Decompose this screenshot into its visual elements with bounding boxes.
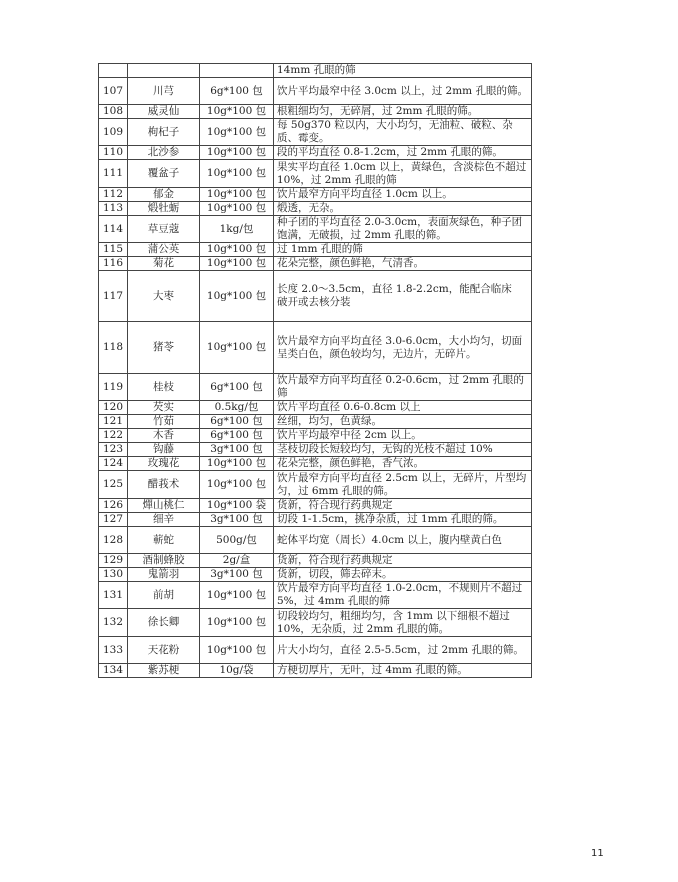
row-number-cell: 116 <box>99 257 128 271</box>
table-row <box>99 146 532 160</box>
herb-name-cell: 蒲公英 <box>128 243 200 257</box>
table-row <box>99 64 532 78</box>
package-spec-cell: 0.5kg/包 <box>200 401 274 415</box>
quality-requirement-cell: 蛇体平均宽（周长）4.0cm 以上，腹内壁黄白色 <box>274 527 532 554</box>
package-spec-cell: 10g*100 包 <box>200 105 274 119</box>
quality-requirement-cell: 饮片平均最窄中径 3.0cm 以上，过 2mm 孔眼的筛。 <box>274 78 532 105</box>
package-spec-cell: 10g*100 包 <box>200 243 274 257</box>
table-row <box>99 429 532 443</box>
herb-name-cell: 竹茹 <box>128 415 200 429</box>
table-row <box>99 513 532 527</box>
table-row <box>99 119 532 146</box>
quality-requirement-cell: 种子团的平均直径 2.0-3.0cm，表面灰绿色，种子团饱满，无破损，过 2mm 孔眼的筛。 <box>274 216 532 243</box>
package-spec-cell: 3g*100 包 <box>200 513 274 527</box>
quality-requirement-cell: 茎枝切段长短较均匀，无钩的光枝不超过 10% <box>274 443 532 457</box>
quality-requirement-cell: 煅透，无杂。 <box>274 202 532 216</box>
row-number-cell: 132 <box>99 609 128 637</box>
row-number-cell: 126 <box>99 499 128 513</box>
table-row <box>99 322 532 374</box>
quality-requirement-cell: 饮片最窄方向平均直径 0.2-0.6cm，过 2mm 孔眼的筛 <box>274 374 532 401</box>
row-number-cell: 127 <box>99 513 128 527</box>
herb-name-cell: 细辛 <box>128 513 200 527</box>
quality-requirement-cell: 片大小均匀，直径 2.5-5.5cm，过 2mm 孔眼的筛。 <box>274 637 532 664</box>
table-row <box>99 374 532 401</box>
row-number-cell: 114 <box>99 216 128 243</box>
herb-name-cell: 紫苏梗 <box>128 664 200 678</box>
herb-name-cell: 前胡 <box>128 582 200 609</box>
herb-name-cell: 菊花 <box>128 257 200 271</box>
quality-requirement-cell: 每 50g370 粒以内，大小均匀，无油粒、破粒、杂质、霉变。 <box>274 119 532 146</box>
row-number-cell: 119 <box>99 374 128 401</box>
package-spec-cell: 10g*100 包 <box>200 637 274 664</box>
herb-name-cell: 玫瑰花 <box>128 457 200 471</box>
package-spec-cell: 3g*100 包 <box>200 443 274 457</box>
specification-table <box>98 63 532 678</box>
package-spec-cell: 10g*100 包 <box>200 188 274 202</box>
herb-name-cell: 桂枝 <box>128 374 200 401</box>
table-row <box>99 202 532 216</box>
herb-name-cell: 天花粉 <box>128 637 200 664</box>
quality-requirement-cell: 货新，符合现行药典规定 <box>274 499 532 513</box>
package-spec-cell: 10g*100 包 <box>200 609 274 637</box>
row-number-cell: 125 <box>99 471 128 499</box>
herb-name-cell: 鬼箭羽 <box>128 568 200 582</box>
package-spec-cell: 10g*100 包 <box>200 457 274 471</box>
row-number-cell: 133 <box>99 637 128 664</box>
quality-requirement-cell: 方梗切厚片，无叶，过 4mm 孔眼的筛。 <box>274 664 532 678</box>
quality-requirement-cell: 饮片最窄方向平均直径 3.0-6.0cm，大小均匀，切面呈类白色，颜色较均匀，无边片，无碎片。 <box>274 322 532 374</box>
herb-name-cell <box>128 64 200 78</box>
quality-requirement-cell: 长度 2.0～3.5cm，直径 1.8-2.2cm，能配合临床 破开或去核分装 <box>274 271 532 322</box>
package-spec-cell: 10g*100 包 <box>200 582 274 609</box>
quality-requirement-cell: 饮片最窄方向平均直径 1.0cm 以上。 <box>274 188 532 202</box>
quality-requirement-cell: 果实平均直径 1.0cm 以上，黄绿色，含淡棕色不超过 10%，过 2mm 孔眼的筛 <box>274 160 532 188</box>
row-number-cell: 118 <box>99 322 128 374</box>
herb-name-cell: 草豆蔻 <box>128 216 200 243</box>
table-row <box>99 216 532 243</box>
table-row <box>99 415 532 429</box>
table-row <box>99 188 532 202</box>
table-row <box>99 471 532 499</box>
quality-requirement-cell: 花朵完整，颜色鲜艳，气清香。 <box>274 257 532 271</box>
herb-name-cell: 枸杞子 <box>128 119 200 146</box>
table-row <box>99 499 532 513</box>
package-spec-cell: 3g*100 包 <box>200 568 274 582</box>
herb-name-cell: 威灵仙 <box>128 105 200 119</box>
table-row <box>99 637 532 664</box>
package-spec-cell <box>200 64 274 78</box>
herb-name-cell: 酒制蜂胶 <box>128 554 200 568</box>
row-number-cell: 130 <box>99 568 128 582</box>
herb-name-cell: 燀山桃仁 <box>128 499 200 513</box>
row-number-cell: 122 <box>99 429 128 443</box>
row-number-cell: 128 <box>99 527 128 554</box>
row-number-cell: 113 <box>99 202 128 216</box>
table-row <box>99 554 532 568</box>
quality-requirement-cell: 货新，切段，筛去碎末。 <box>274 568 532 582</box>
herb-name-cell: 郁金 <box>128 188 200 202</box>
table-body <box>99 64 532 678</box>
table-row <box>99 257 532 271</box>
herb-name-cell: 覆盆子 <box>128 160 200 188</box>
herb-name-cell: 芡实 <box>128 401 200 415</box>
quality-requirement-cell: 过 1mm 孔眼的筛 <box>274 243 532 257</box>
package-spec-cell: 6g*100 包 <box>200 429 274 443</box>
package-spec-cell: 10g*100 包 <box>200 146 274 160</box>
package-spec-cell: 500g/包 <box>200 527 274 554</box>
package-spec-cell: 1kg/包 <box>200 216 274 243</box>
package-spec-cell: 10g*100 包 <box>200 160 274 188</box>
row-number-cell: 134 <box>99 664 128 678</box>
row-number-cell: 124 <box>99 457 128 471</box>
table-row <box>99 443 532 457</box>
table-row <box>99 609 532 637</box>
quality-requirement-cell: 段的平均直径 0.8-1.2cm，过 2mm 孔眼的筛。 <box>274 146 532 160</box>
package-spec-cell: 10g*100 包 <box>200 202 274 216</box>
package-spec-cell: 2g/盒 <box>200 554 274 568</box>
row-number-cell: 112 <box>99 188 128 202</box>
quality-requirement-cell: 饮片最窄方向平均直径 2.5cm 以上，无碎片，片型均匀，过 6mm 孔眼的筛。 <box>274 471 532 499</box>
quality-requirement-cell: 饮片最窄方向平均直径 1.0-2.0cm，不规则片不超过 5%，过 4mm 孔眼的筛 <box>274 582 532 609</box>
herb-name-cell: 木香 <box>128 429 200 443</box>
package-spec-cell: 10g/袋 <box>200 664 274 678</box>
herb-name-cell: 川芎 <box>128 78 200 105</box>
package-spec-cell: 6g*100 包 <box>200 374 274 401</box>
quality-requirement-cell: 切段较均匀，粗细均匀，含 1mm 以下细根不超过 10%，无杂质，过 2mm 孔眼的筛。 <box>274 609 532 637</box>
quality-requirement-cell: 货新，符合现行药典规定 <box>274 554 532 568</box>
quality-requirement-cell: 14mm 孔眼的筛 <box>274 64 532 78</box>
row-number-cell: 115 <box>99 243 128 257</box>
page-number: 11 <box>591 848 604 859</box>
table-row <box>99 105 532 119</box>
row-number-cell: 123 <box>99 443 128 457</box>
table-row <box>99 401 532 415</box>
herb-name-cell: 醋莪术 <box>128 471 200 499</box>
quality-requirement-cell: 饮片平均直径 0.6-0.8cm 以上 <box>274 401 532 415</box>
row-number-cell: 120 <box>99 401 128 415</box>
quality-requirement-cell: 花朵完整，颜色鲜艳，香气浓。 <box>274 457 532 471</box>
herb-name-cell: 煅牡蛎 <box>128 202 200 216</box>
herb-name-cell: 钩藤 <box>128 443 200 457</box>
row-number-cell: 107 <box>99 78 128 105</box>
quality-requirement-cell: 饮片平均最窄中径 2cm 以上。 <box>274 429 532 443</box>
table-row <box>99 78 532 105</box>
table-row <box>99 160 532 188</box>
table-row <box>99 271 532 322</box>
row-number-cell: 111 <box>99 160 128 188</box>
table-row <box>99 582 532 609</box>
table-row <box>99 457 532 471</box>
row-number-cell: 131 <box>99 582 128 609</box>
package-spec-cell: 10g*100 包 <box>200 471 274 499</box>
row-number-cell: 117 <box>99 271 128 322</box>
herb-name-cell: 猪苓 <box>128 322 200 374</box>
quality-requirement-cell: 切段 1-1.5cm，挑净杂质，过 1mm 孔眼的筛。 <box>274 513 532 527</box>
table-row <box>99 527 532 554</box>
package-spec-cell: 10g*100 包 <box>200 271 274 322</box>
row-number-cell: 110 <box>99 146 128 160</box>
package-spec-cell: 10g*100 包 <box>200 119 274 146</box>
herb-name-cell: 徐长卿 <box>128 609 200 637</box>
herb-name-cell: 北沙参 <box>128 146 200 160</box>
table-row <box>99 664 532 678</box>
row-number-cell: 121 <box>99 415 128 429</box>
row-number-cell: 108 <box>99 105 128 119</box>
herb-name-cell: 大枣 <box>128 271 200 322</box>
row-number-cell <box>99 64 128 78</box>
package-spec-cell: 6g*100 包 <box>200 415 274 429</box>
quality-requirement-cell: 根粗细均匀，无碎屑，过 2mm 孔眼的筛。 <box>274 105 532 119</box>
table-row <box>99 243 532 257</box>
package-spec-cell: 6g*100 包 <box>200 78 274 105</box>
quality-requirement-cell: 丝细，均匀，色黄绿。 <box>274 415 532 429</box>
package-spec-cell: 10g*100 袋 <box>200 499 274 513</box>
row-number-cell: 129 <box>99 554 128 568</box>
package-spec-cell: 10g*100 包 <box>200 322 274 374</box>
table-row <box>99 568 532 582</box>
herb-name-cell: 蕲蛇 <box>128 527 200 554</box>
package-spec-cell: 10g*100 包 <box>200 257 274 271</box>
row-number-cell: 109 <box>99 119 128 146</box>
